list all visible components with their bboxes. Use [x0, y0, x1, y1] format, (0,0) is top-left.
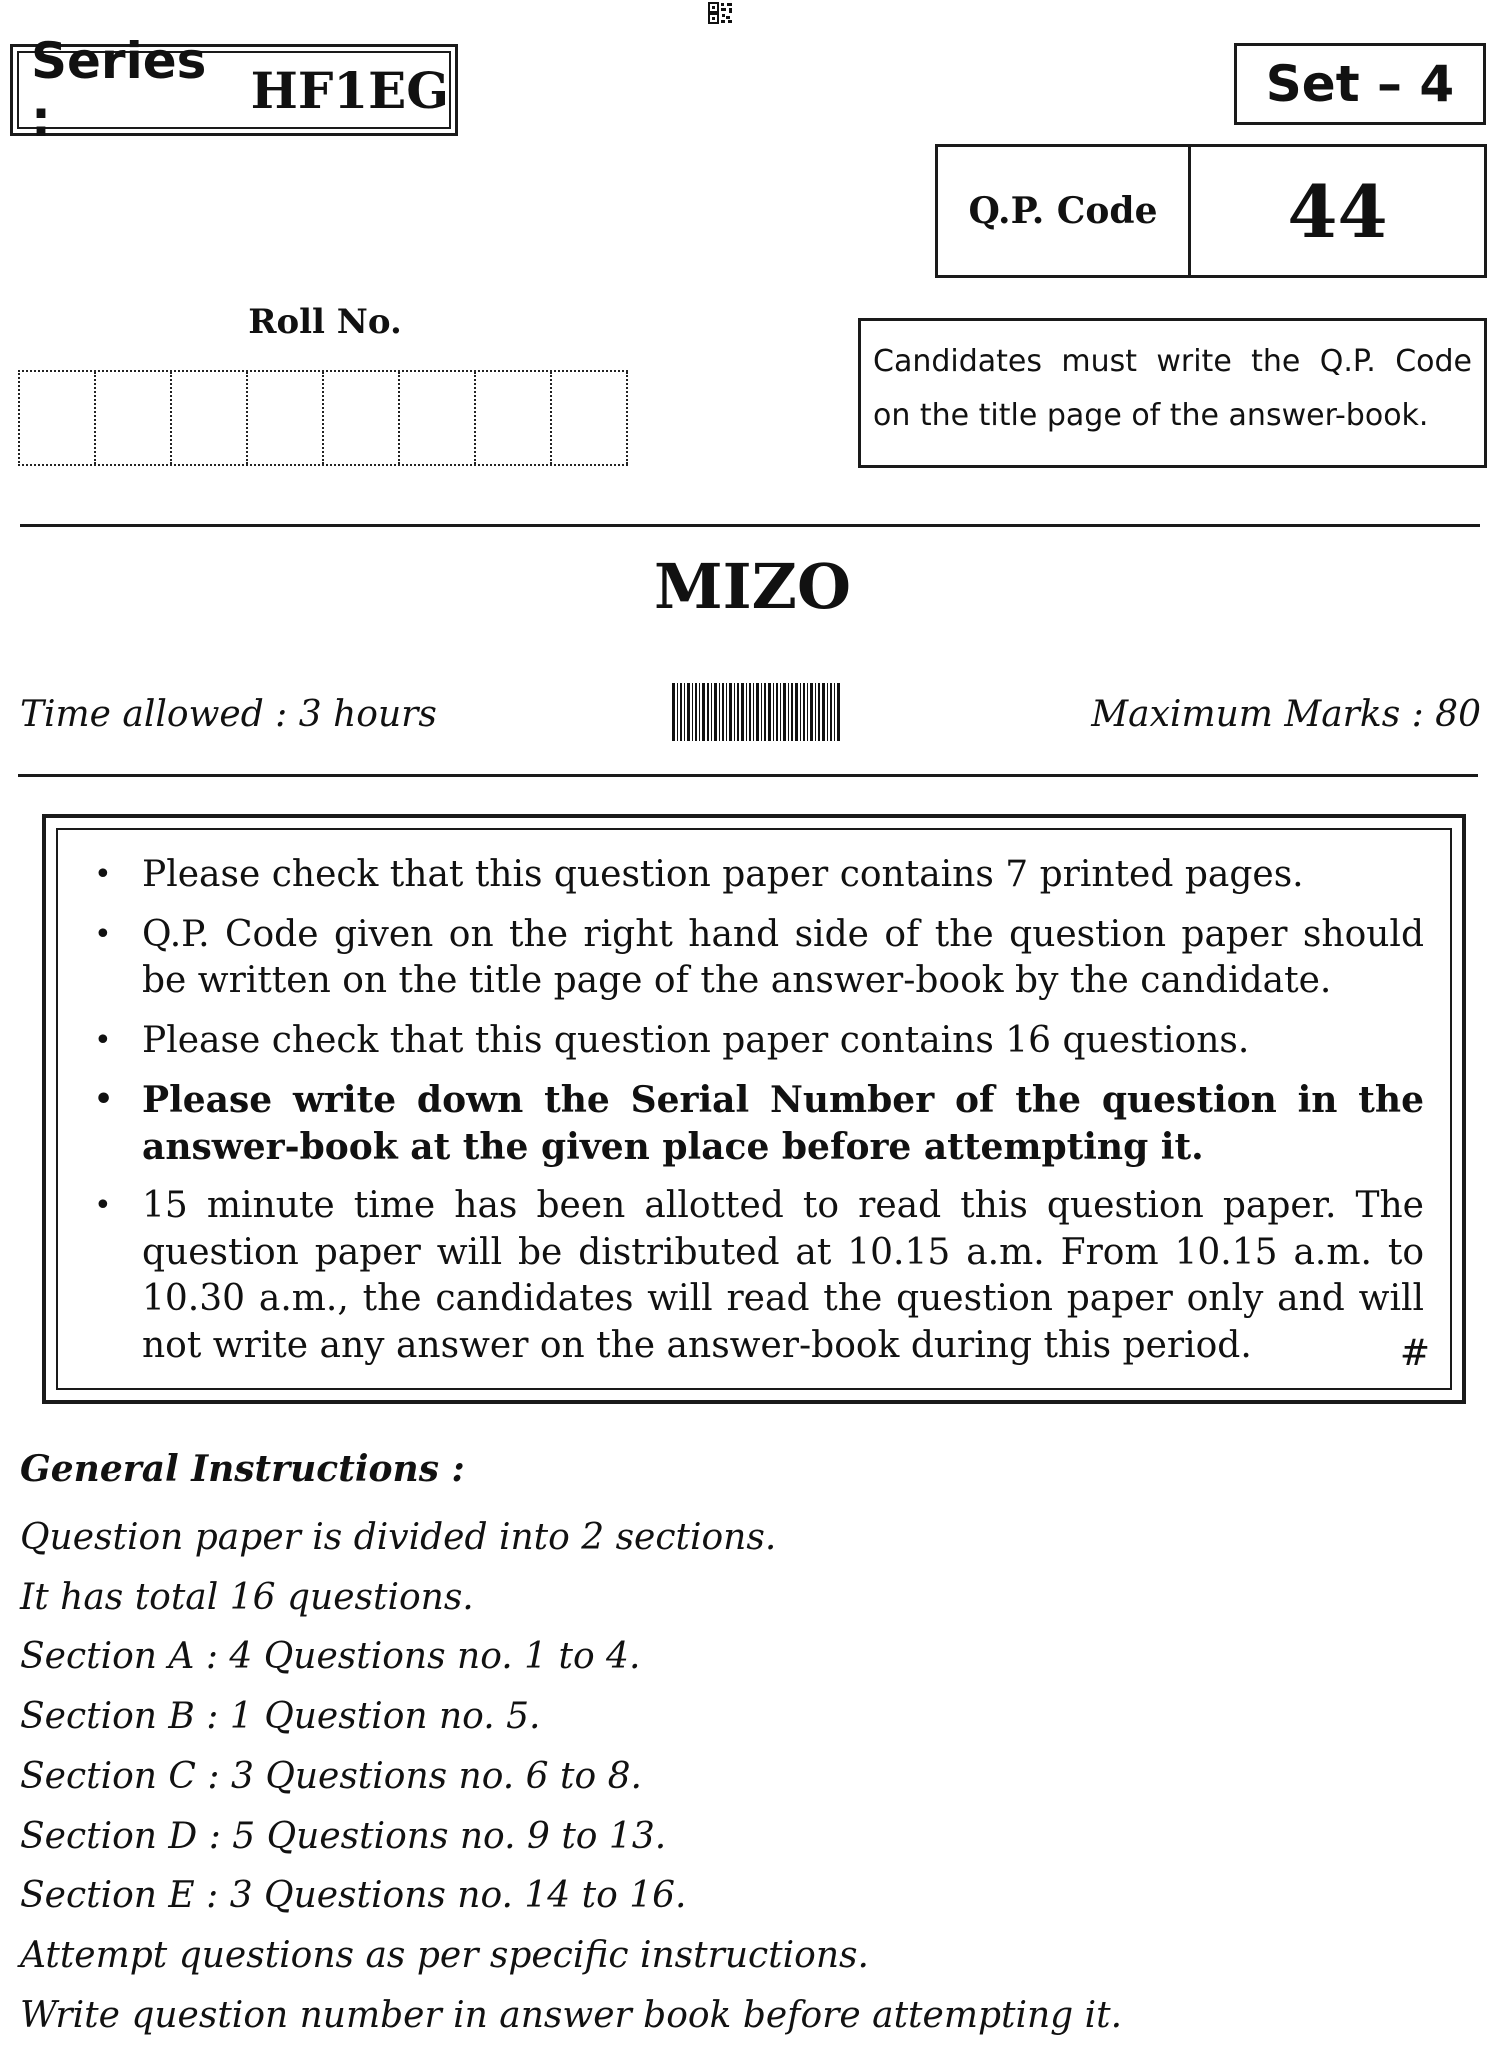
roll-no-digit-box[interactable] — [552, 372, 628, 464]
notice-item: • Please check that this question paper contains 7 printed pages. — [92, 852, 1424, 899]
roll-no-label: Roll No. — [248, 302, 402, 342]
candidate-note-line: Candidates must write the Q.P. Code — [873, 344, 1472, 379]
roll-no-digit-box[interactable] — [248, 372, 324, 464]
instruction-line: Question paper is divided into 2 sections. — [20, 1517, 777, 1558]
time-allowed: Time allowed : 3 hours — [20, 694, 437, 735]
roll-no-digit-box[interactable] — [324, 372, 400, 464]
instruction-line: It has total 16 questions. — [20, 1576, 474, 1618]
set-number: Set – 4 — [1234, 43, 1486, 125]
notice-item: • Please check that this question paper contains 16 questions. — [92, 1018, 1424, 1065]
qp-code-label: Q.P. Code — [938, 147, 1191, 275]
roll-no-digit-box[interactable] — [476, 372, 552, 464]
notice-list — [92, 852, 1424, 1369]
qr-code-icon — [708, 2, 734, 24]
divider — [20, 524, 1480, 527]
instruction-line: Section A : 4 Questions no. 1 to 4. — [20, 1636, 641, 1678]
candidate-note-line: on the title page of the answer-book. — [873, 398, 1429, 433]
instruction-line: Section E : 3 Questions no. 14 to 16. — [20, 1875, 687, 1917]
maximum-marks: Maximum Marks : 80 — [1091, 694, 1481, 735]
qp-code-box — [935, 144, 1487, 278]
instruction-line: Section D : 5 Questions no. 9 to 13. — [20, 1815, 667, 1857]
divider — [18, 774, 1478, 777]
notice-box — [42, 814, 1466, 1404]
notice-item: • Please write down the Serial Number of the question in the answer-book at the given place before attempting it. — [92, 1077, 1424, 1170]
barcode-icon — [672, 683, 842, 741]
roll-no-digit-box[interactable] — [172, 372, 248, 464]
series-box — [10, 32, 458, 148]
instruction-line: Section C : 3 Questions no. 6 to 8. — [20, 1755, 642, 1797]
roll-no-digit-box[interactable] — [96, 372, 172, 464]
general-instructions-list — [20, 1508, 1122, 2045]
end-mark: # — [1399, 1333, 1430, 1374]
series-label: Series : — [31, 32, 207, 148]
roll-no-digit-box[interactable] — [20, 372, 96, 464]
general-instructions-title: General Instructions : — [20, 1448, 465, 1490]
instruction-line: Section B : 1 Question no. 5. — [20, 1696, 541, 1738]
qp-code-value: 44 — [1287, 168, 1388, 254]
roll-no-digit-box[interactable] — [400, 372, 476, 464]
notice-item: • 15 minute time has been allotted to read this question paper. The question paper will be distributed at 10.15 a.m. From 10.15 a.m. to 10.30 a.m., the candidates will read the question paper only and will not write any answer on the answer-book during this period. — [92, 1183, 1424, 1369]
instruction-line: Attempt questions as per specific instructions. — [20, 1934, 869, 1976]
roll-no-boxes[interactable] — [18, 370, 628, 466]
subject-title: MIZO — [654, 550, 851, 623]
candidate-note — [858, 318, 1487, 468]
series-code: HF1EG — [250, 60, 449, 120]
notice-item: • Q.P. Code given on the right hand side of the question paper should be written on the title page of the answer-book by the candidate. — [92, 912, 1424, 1005]
instruction-line: Write question number in answer book before attempting it. — [20, 1994, 1123, 2036]
